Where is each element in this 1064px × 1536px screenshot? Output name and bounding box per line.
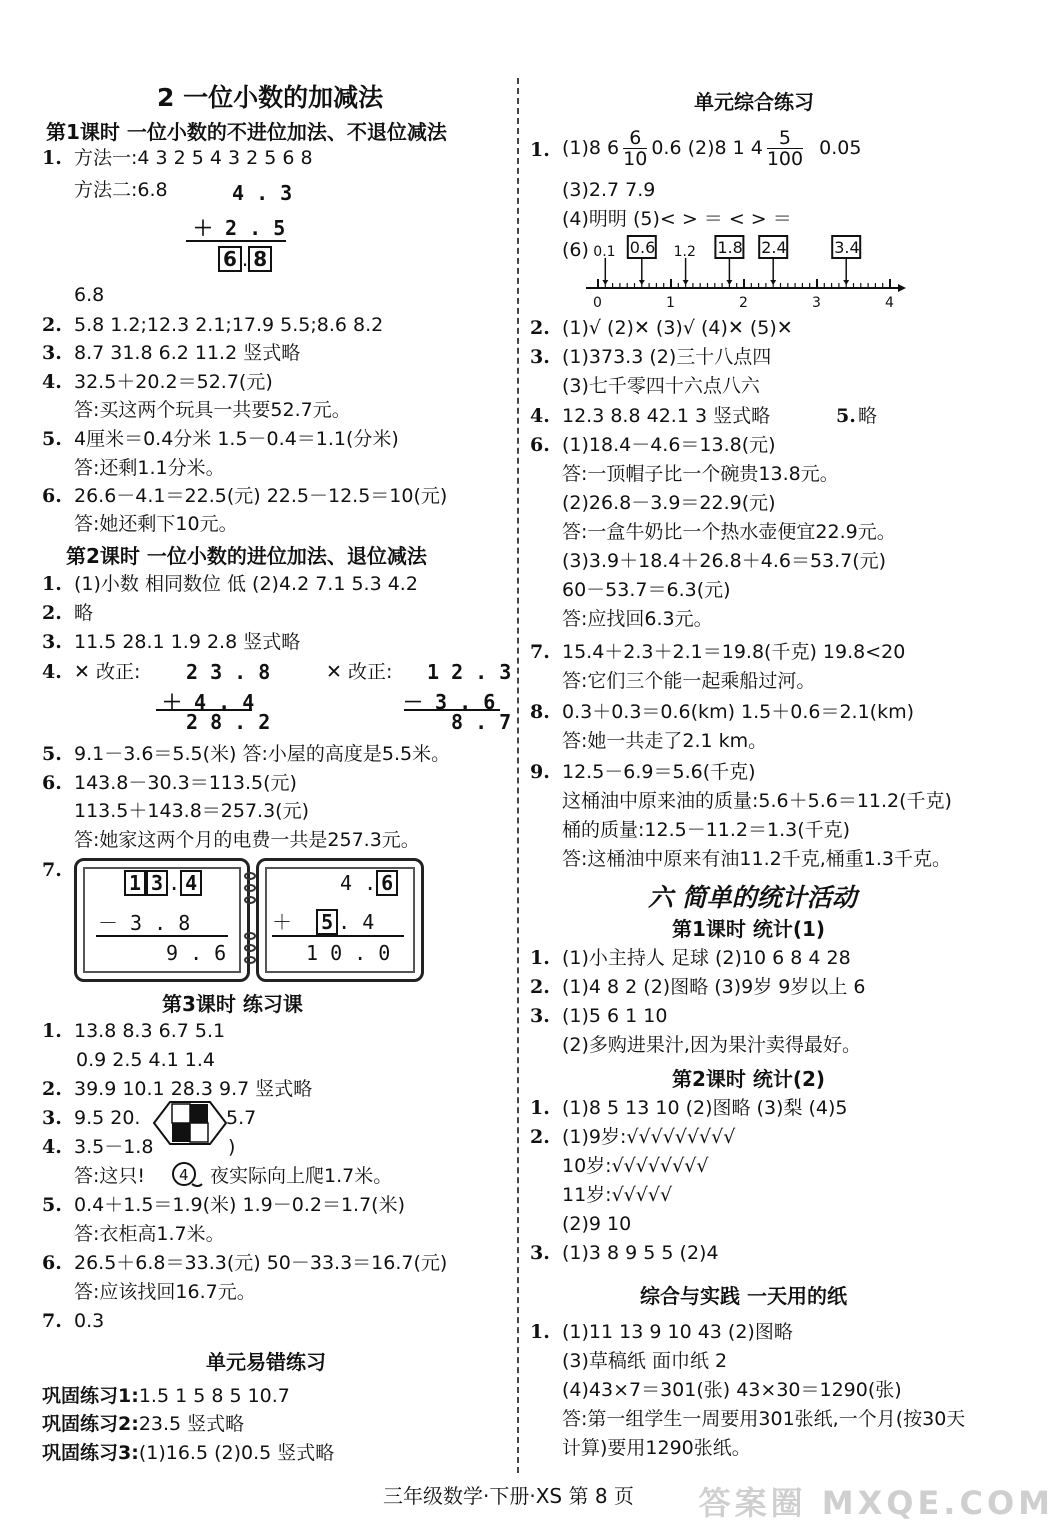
denominator: 100 xyxy=(766,147,804,170)
answer-text: (1)18.4－4.6＝13.8(元) xyxy=(562,434,776,456)
answer-text: 这桶油中原来油的质量:5.6＋5.6＝11.2(千克) xyxy=(562,790,952,812)
q-number: 7. xyxy=(42,859,62,881)
answer-text: 0.9 2.5 4.1 1.4 xyxy=(76,1049,215,1071)
q-number: 3. xyxy=(530,346,550,368)
numerator: 5 xyxy=(767,128,803,149)
answer-text: 12.5－6.9＝5.6(千克) xyxy=(562,761,756,783)
answer-text: 0.4＋1.5＝1.9(米) 1.9－0.2＝1.7(米) xyxy=(74,1194,405,1216)
answer-text: 11.5 28.1 1.9 2.8 竖式略 xyxy=(74,631,301,653)
answer-text: 0.05 xyxy=(819,137,862,159)
q-number: 4. xyxy=(42,371,62,393)
pointer-head xyxy=(770,280,776,285)
answer-box: 8 xyxy=(248,246,272,272)
answer-text: 方法一:4 3 2 5 4 3 2 5 6 8 xyxy=(74,147,313,169)
svg-text:4: 4 xyxy=(179,1166,189,1184)
answer-text: 答:这只! xyxy=(74,1165,146,1187)
answer-text: 13.8 8.3 6.7 5.1 xyxy=(74,1020,226,1042)
card-b-result: 1 0 . 0 xyxy=(306,941,391,965)
answer-box: 6 xyxy=(218,246,242,272)
practice-line xyxy=(42,1441,334,1465)
answer-text: 答:一顶帽子比一个碗贵13.8元。 xyxy=(562,463,839,485)
boxed-result xyxy=(218,246,272,272)
practice-label: 巩固练习3: xyxy=(42,1442,139,1464)
answer-box: 4 xyxy=(180,870,202,896)
card-a-top xyxy=(124,870,202,896)
vertical-calc-top: 4 . 3 xyxy=(232,181,293,205)
numerator: 6 xyxy=(623,128,647,149)
practice-line xyxy=(42,1384,290,1408)
answer-text: 答:衣柜高1.7米。 xyxy=(74,1223,225,1245)
answer-text: (2)26.8－3.9＝22.9(元) xyxy=(562,492,776,514)
answer-text: 26.6－4.1＝22.5(元) 22.5－12.5＝10(元) xyxy=(74,485,448,507)
card-b-mid xyxy=(272,906,374,935)
answer-text: (3)草稿纸 面巾纸 2 xyxy=(562,1350,728,1372)
answer-text: ) xyxy=(228,1136,236,1158)
answer-text: (1)8 6 xyxy=(562,137,620,159)
answer-text: 方法二:6.8 xyxy=(74,179,168,201)
q-number: 1. xyxy=(42,1020,62,1042)
point-label: 1.8 xyxy=(717,238,743,257)
answer-text: (3)2.7 7.9 xyxy=(562,179,656,201)
practice-activity-title: 综合与实践 一天用的纸 xyxy=(640,1284,847,1308)
answer-text: (1)373.3 (2)三十八点四 xyxy=(562,346,772,368)
answer-text: 26.5＋6.8＝33.3(元) 50－33.3＝16.7(元) xyxy=(74,1252,448,1274)
answer-text: 答:它们三个能一起乘船过河。 xyxy=(562,670,816,692)
q-number: 2. xyxy=(42,314,62,336)
tally-line: (1)9岁:√√√√√√√√√ xyxy=(562,1126,736,1148)
answer-text: 143.8－30.3＝113.5(元) xyxy=(74,772,297,794)
vertical-calc-top: 1 2 . 3 xyxy=(427,660,512,684)
card-a-mid: － 3 . 8 xyxy=(98,911,191,935)
q-number: 2. xyxy=(530,976,550,998)
card-a-result: 9 . 6 xyxy=(166,941,227,965)
answer-text: (1)11 13 9 10 43 (2)图略 xyxy=(562,1321,793,1343)
dot: . xyxy=(168,871,181,895)
answer-text: 计算)要用1290张纸。 xyxy=(562,1437,751,1459)
practice-answer: 23.5 竖式略 xyxy=(138,1413,245,1435)
q-number: 4. xyxy=(530,405,550,427)
answer-text: 113.5＋143.8＝257.3(元) xyxy=(74,800,310,822)
answer-text: 略 xyxy=(74,602,94,624)
pointer-head xyxy=(639,280,645,285)
answer-box: 5 xyxy=(316,909,338,935)
answer-text: 答:还剩1.1分米。 xyxy=(74,457,225,479)
calc-line xyxy=(186,240,286,242)
q-number: 1. xyxy=(530,1097,550,1119)
calc-line xyxy=(96,935,228,937)
point-label: 2.4 xyxy=(761,238,787,257)
answer-text: (3)3.9＋18.4＋26.8＋4.6＝53.7(元) xyxy=(562,550,887,572)
answer-text: 39.9 10.1 28.3 9.7 竖式略 xyxy=(74,1078,313,1100)
practice-answer: 1.5 1 5 8 5 10.7 xyxy=(138,1385,290,1407)
checkerboard-icon xyxy=(150,1098,230,1148)
q-number: 2. xyxy=(530,317,550,339)
q-number: 1. xyxy=(530,947,550,969)
q-number: 3. xyxy=(42,1107,62,1129)
vertical-calc-result: 8 . 7 xyxy=(451,710,512,734)
answer-text: (1)5 6 1 10 xyxy=(562,1005,668,1027)
wrong-mark: ✕ 改正: xyxy=(74,661,141,683)
q-number: 2. xyxy=(530,1126,550,1148)
plus-sign: ＋ xyxy=(272,910,292,934)
answer-text: 9.1－3.6＝5.5(米) 答:小屋的高度是5.5米。 xyxy=(74,743,451,765)
practice-line xyxy=(42,1412,244,1436)
denominator: 10 xyxy=(623,147,648,170)
q-number: 5. xyxy=(42,1194,62,1216)
dot: . xyxy=(241,247,249,271)
q-number: 1. xyxy=(530,1321,550,1343)
watermark-logo: 答案圈 MXQE.COM xyxy=(698,1484,1054,1522)
q-number: 6. xyxy=(530,434,550,456)
q-number: 8. xyxy=(530,701,550,723)
tick-label: 4 xyxy=(885,295,894,310)
answer-text: 3.5－1.8 xyxy=(74,1136,154,1158)
answer-text: 答:她家这两个月的电费一共是257.3元。 xyxy=(74,829,420,851)
digit-text: . 4 xyxy=(338,910,375,934)
q-number: 3. xyxy=(530,1242,550,1264)
answer-text: (4)明明 (5)< > ＝ < > ＝ xyxy=(562,208,792,230)
answer-text: 答:一盒牛奶比一个热水壶便宜22.9元。 xyxy=(562,521,896,543)
q-number: 5. xyxy=(836,405,856,427)
circled-four-icon xyxy=(170,1160,204,1190)
answer-text: 0.6 (2)8 1 4 xyxy=(651,137,763,159)
unit-review-title: 单元综合练习 xyxy=(694,90,814,114)
card-b-top xyxy=(340,870,398,896)
q-number: 6. xyxy=(42,485,62,507)
page-footer: 三年级数学·下册·XS 第 8 页 xyxy=(383,1484,634,1508)
answer-text: (1)4 8 2 (2)图略 (3)9岁 9岁以上 6 xyxy=(562,976,866,998)
answer-text: 4厘米＝0.4分米 1.5－0.4＝1.1(分米) xyxy=(74,428,399,450)
answer-text: 0.3＋0.3＝0.6(km) 1.5＋0.6＝2.1(km) xyxy=(562,701,915,723)
point-label: 1.2 xyxy=(673,244,696,260)
chapter-six-title: 六 简单的统计活动 xyxy=(648,883,857,912)
q-number: 3. xyxy=(42,342,62,364)
answer-text: (4)43×7＝301(张) 43×30＝1290(张) xyxy=(562,1379,902,1401)
practice-label: 巩固练习1: xyxy=(42,1385,139,1407)
answer-text: 0.3 xyxy=(74,1310,105,1332)
answer-text: 答:她还剩下10元。 xyxy=(74,513,238,535)
pointer-head xyxy=(843,280,849,285)
q-number: 3. xyxy=(530,1005,550,1027)
tally-line: 10岁:√√√√√√√√ xyxy=(562,1155,709,1177)
binder-rings xyxy=(243,866,255,974)
vertical-calc-mid: ＋ 4 . 4 xyxy=(162,690,255,714)
q-number: 1. xyxy=(42,147,62,169)
calc-line xyxy=(272,935,404,937)
column-divider xyxy=(517,78,519,1473)
number-line xyxy=(586,234,906,310)
q-number: 9. xyxy=(530,761,550,783)
answer-text: 12.3 8.8 42.1 3 竖式略 xyxy=(562,405,771,427)
rings-icon xyxy=(243,866,257,970)
fraction xyxy=(623,128,647,169)
answer-text: 答:这桶油中原来有油11.2千克,桶重1.3千克。 xyxy=(562,848,951,870)
answer-text: 60－53.7＝6.3(元) xyxy=(562,579,731,601)
q-number: 5. xyxy=(42,743,62,765)
answer-text: (1)小主持人 足球 (2)10 6 8 4 28 xyxy=(562,947,851,969)
answer-text: 答:应找回6.3元。 xyxy=(562,608,713,630)
answer-text: 答:她一共走了2.1 km。 xyxy=(562,730,768,752)
answer-text: 15.4＋2.3＋2.1＝19.8(千克) 19.8<20 xyxy=(562,641,906,663)
tick-label: 0 xyxy=(593,295,602,310)
answer-text: (2)9 10 xyxy=(562,1213,632,1235)
answer-text: 略 xyxy=(858,405,878,427)
q-number: 4. xyxy=(42,1136,62,1158)
answer-text: 5.7 xyxy=(226,1107,257,1129)
answer-text: 夜实际向上爬1.7米。 xyxy=(210,1165,393,1187)
axis-arrow xyxy=(898,284,906,292)
tick-label: 1 xyxy=(666,295,675,310)
q-number: 2. xyxy=(42,1078,62,1100)
answer-text: 5.8 1.2;12.3 2.1;17.9 5.5;8.6 8.2 xyxy=(74,314,384,336)
answer-text: (1)小数 相同数位 低 (2)4.2 7.1 5.3 4.2 xyxy=(74,573,418,595)
lesson-1-title: 第1课时 一位小数的不进位加法、不退位减法 xyxy=(46,120,447,144)
answer-text: 答:买这两个玩具一共要52.7元。 xyxy=(74,399,351,421)
answer-text: 9.5 20. xyxy=(74,1107,141,1129)
practice-label: 巩固练习2: xyxy=(42,1413,139,1435)
six-lesson-1-title: 第1课时 统计(1) xyxy=(672,917,826,941)
q-number: 2. xyxy=(42,602,62,624)
pointer-head xyxy=(726,280,732,285)
lesson-2-title: 第2课时 一位小数的进位加法、退位减法 xyxy=(66,544,427,568)
digit-text: 4 . xyxy=(340,871,377,895)
answer-text: 桶的质量:12.5－11.2＝1.3(千克) xyxy=(562,819,851,841)
pointer-head xyxy=(683,280,689,285)
tick-label: 3 xyxy=(812,295,821,310)
q-number: 4. xyxy=(42,661,62,683)
q-number: 7. xyxy=(530,641,550,663)
q-number: 1. xyxy=(42,573,62,595)
answer-text: (1)3 8 9 5 5 (2)4 xyxy=(562,1242,719,1264)
lesson-3-title: 第3课时 练习课 xyxy=(162,992,303,1016)
q-number: 6. xyxy=(42,1252,62,1274)
answer-text: (3)七千零四十六点八六 xyxy=(562,375,760,397)
answer-text: 答:应该找回16.7元。 xyxy=(74,1281,256,1303)
q-number: 5. xyxy=(42,428,62,450)
point-label: 3.4 xyxy=(834,238,860,257)
answer-text: 32.5＋20.2＝52.7(元) xyxy=(74,371,273,393)
answer-line-fractions xyxy=(562,124,861,172)
pointer-head xyxy=(602,280,608,285)
point-label: 0.1 xyxy=(593,244,616,260)
answer-text: (6) xyxy=(562,239,589,261)
vertical-calc-top: 2 3 . 8 xyxy=(186,660,271,684)
q-number: 1. xyxy=(530,139,550,161)
tally-line: 11岁:√√√√√ xyxy=(562,1184,673,1206)
fraction xyxy=(767,128,803,169)
tick-label: 2 xyxy=(739,295,748,310)
vertical-calc-mid: － 3 . 6 xyxy=(403,690,496,714)
answer-text: 6.8 xyxy=(74,284,105,306)
answer-box: 6 xyxy=(376,870,398,896)
error-practice-title: 单元易错练习 xyxy=(206,1350,326,1374)
answer-text: 8.7 31.8 6.2 11.2 竖式略 xyxy=(74,342,301,364)
answer-box: 1 xyxy=(124,870,146,896)
section-title: 2 一位小数的加减法 xyxy=(157,83,384,112)
answer-text: (1)√ (2)✕ (3)√ (4)✕ (5)✕ xyxy=(562,317,793,339)
answer-text: (1)8 5 13 10 (2)图略 (3)梨 (4)5 xyxy=(562,1097,848,1119)
point-label: 0.6 xyxy=(629,238,656,257)
vertical-calc-mid: ＋ 2 . 5 xyxy=(193,216,286,240)
answer-box: 3 xyxy=(146,870,168,896)
answer-text: 答:第一组学生一周要用301张纸,一个月(按30天 xyxy=(562,1408,966,1430)
vertical-calc-result: 2 8 . 2 xyxy=(186,710,271,734)
wrong-mark: ✕ 改正: xyxy=(326,661,393,683)
six-lesson-2-title: 第2课时 统计(2) xyxy=(672,1067,826,1091)
q-number: 7. xyxy=(42,1310,62,1332)
answer-text: (2)多购进果汁,因为果汁卖得最好。 xyxy=(562,1034,861,1056)
q-number: 3. xyxy=(42,631,62,653)
q-number: 6. xyxy=(42,772,62,794)
practice-answer: (1)16.5 (2)0.5 竖式略 xyxy=(138,1442,335,1464)
